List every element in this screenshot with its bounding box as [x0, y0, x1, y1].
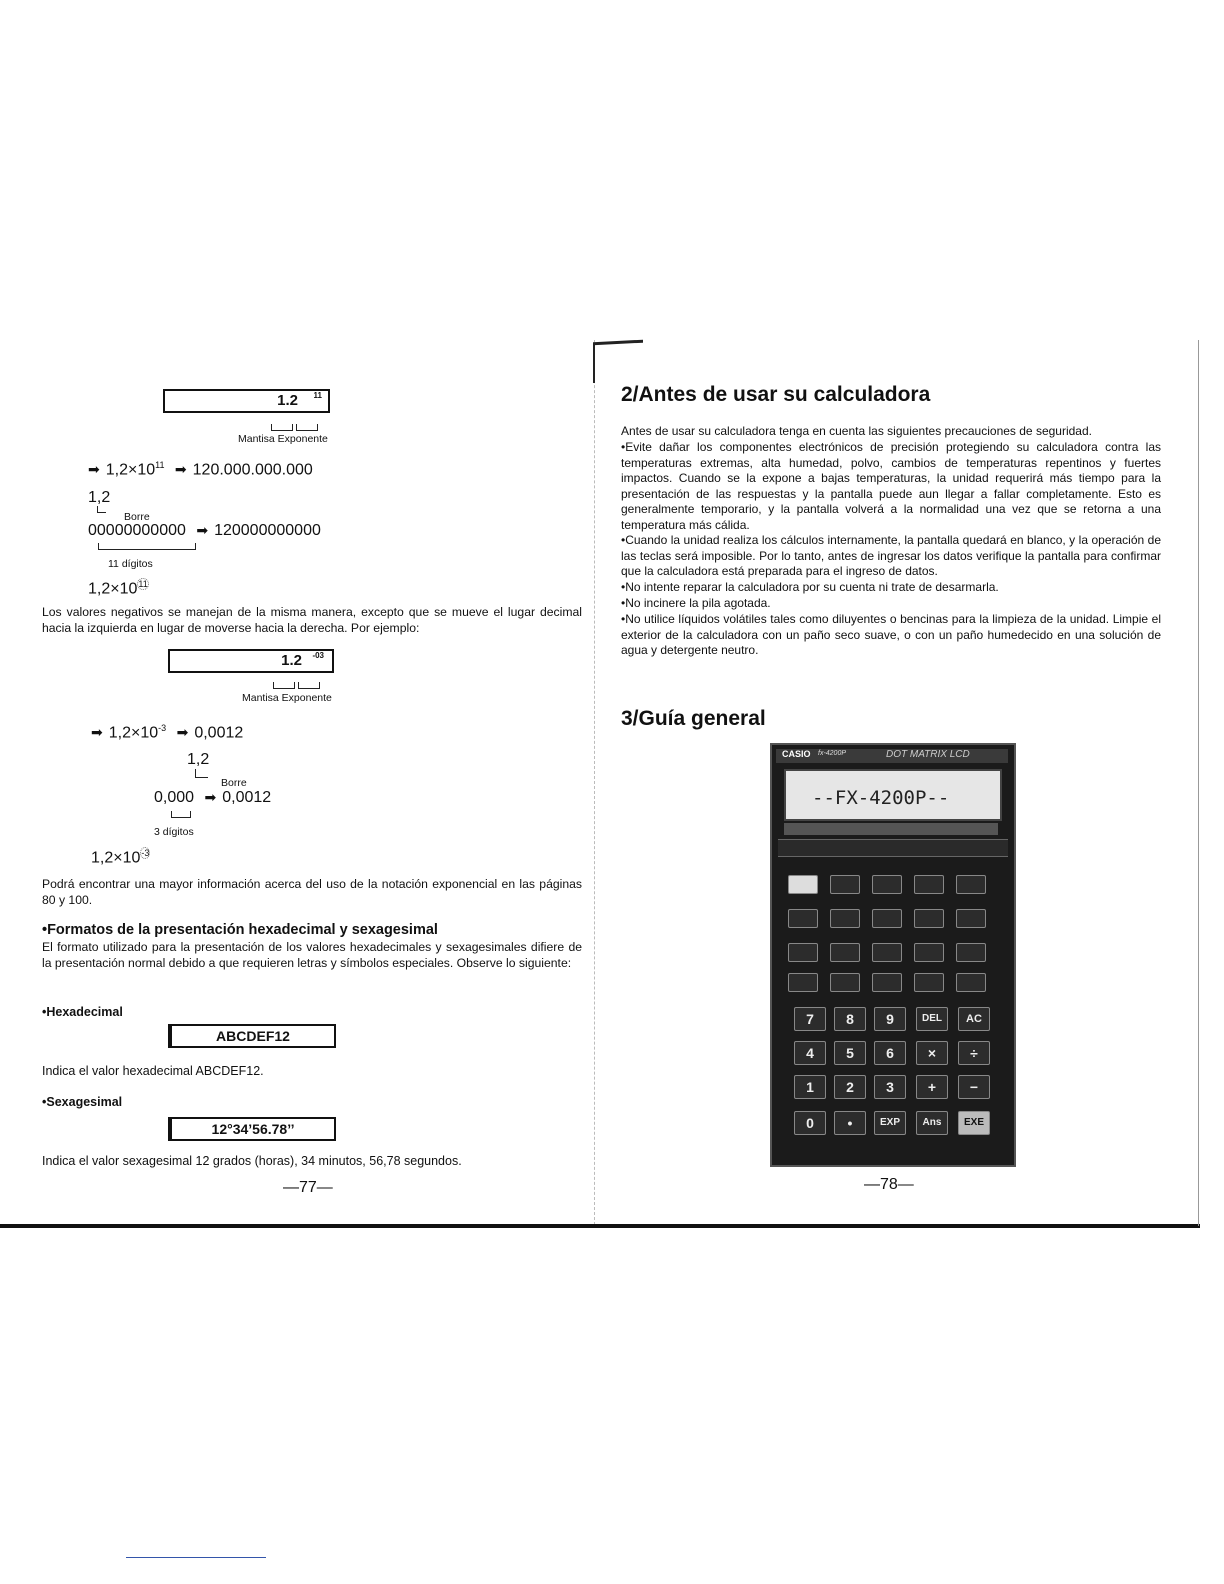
function-key[interactable] — [914, 943, 944, 962]
hex-label: •Hexadecimal — [42, 1005, 123, 1019]
page-number-78: —78— — [864, 1176, 914, 1193]
sexagesimal-display: 12°34’56.78’’ — [168, 1117, 336, 1141]
display-mantissa: 1.2 — [281, 652, 302, 669]
result-b: $1,2\times 10^{-3}$ — [91, 848, 150, 867]
display-exponent-negative — [168, 649, 334, 673]
exponent-bracket — [296, 424, 318, 431]
calculator-lcd — [784, 769, 1002, 821]
function-key[interactable] — [872, 875, 902, 894]
key-plus[interactable]: + — [916, 1075, 948, 1099]
function-key[interactable] — [914, 973, 944, 992]
digits11-label: 11 dígitos — [108, 558, 153, 570]
function-key[interactable] — [788, 973, 818, 992]
right-page-edge — [1198, 340, 1199, 1226]
negative-values-paragraph: Los valores negativos se manejan de la misma manera, excepto que se mueve el lugar decimal hacia la izquierda en lugar de moverse hacia la derecha. Por ejemplo: — [42, 605, 582, 635]
borre-label: Borre — [221, 777, 247, 789]
key-7[interactable]: 7 — [794, 1007, 826, 1031]
key-1[interactable]: 1 — [794, 1075, 826, 1099]
function-key[interactable] — [830, 943, 860, 962]
display-exponent-positive — [163, 389, 330, 413]
key-5[interactable]: 5 — [834, 1041, 866, 1065]
key-2[interactable]: 2 — [834, 1075, 866, 1099]
function-key[interactable] — [830, 973, 860, 992]
function-key[interactable] — [956, 973, 986, 992]
borre-label: Borre — [124, 511, 150, 523]
function-keys-area — [782, 865, 1004, 995]
conversion-line-1: ➡ $1,2\times 10^{11}$ ➡ 120.000.000.000 — [88, 460, 313, 479]
function-key[interactable] — [956, 875, 986, 894]
function-key[interactable] — [830, 875, 860, 894]
sexagesimal-label: •Sexagesimal — [42, 1095, 123, 1109]
more-info-paragraph: Podrá encontrar una mayor información acerca del uso de la notación exponencial en las páginas 80 y 100. — [42, 877, 582, 907]
safety-bullet-2: •Cuando la unidad realiza los cálculos internamente, la pantalla quedará en blanco, y la operación de las teclas será imposible. Por lo tanto, antes de ingresar los datos verifique la pantalla para confirmar que la calculadora está preparada para el ingreso de datos. — [621, 533, 1161, 579]
key-8[interactable]: 8 — [834, 1007, 866, 1031]
result-a: $1,2\times 10^{11}$ — [88, 579, 148, 598]
key-divide[interactable]: ÷ — [958, 1041, 990, 1065]
safety-intro: Antes de usar su calculadora tenga en cuenta las siguientes precauciones de seguridad. — [621, 424, 1092, 438]
key-del[interactable]: DEL — [916, 1007, 948, 1031]
key-6[interactable]: 6 — [874, 1041, 906, 1065]
safety-bullet-3: •No intente reparar la calculadora por su cuenta ni trate de desarmarla. — [621, 580, 999, 594]
borre-bracket — [195, 769, 208, 778]
safety-bullet-5: •No utilice líquidos volátiles tales como diluyentes o bencinas para la limpieza de la unidad. Limpie el exterior de la calculadora con un paño seco suave, o con un paño humedecido en una solución de agua y detergente neutro. — [621, 612, 1161, 658]
display-exponent: -03 — [312, 651, 324, 660]
function-key[interactable] — [872, 973, 902, 992]
key-3[interactable]: 3 — [874, 1075, 906, 1099]
key-exe[interactable]: EXE — [958, 1111, 990, 1135]
key-ans[interactable]: Ans — [916, 1111, 948, 1135]
section-paragraph: El formato utilizado para la presentación de los valores hexadecimales y sexagesimales difiere de la presentación normal debido a que requieren letras y símbolos especiales. Observe lo siguiente: — [42, 940, 582, 970]
bottom-link-line — [126, 1557, 266, 1558]
function-key[interactable] — [956, 943, 986, 962]
bottom-page-edge — [0, 1224, 1200, 1228]
display-exponent: 11 — [313, 391, 322, 400]
mantissa-exponent-label: Mantisa Exponente — [238, 433, 328, 445]
function-key[interactable] — [788, 875, 818, 894]
function-key[interactable] — [788, 943, 818, 962]
borre-bracket — [97, 506, 106, 513]
digits11-bracket — [98, 543, 196, 550]
key-exp[interactable]: EXP — [874, 1111, 906, 1135]
brand-label: CASIO — [782, 749, 811, 759]
key-ac[interactable]: AC — [958, 1007, 990, 1031]
zeros-line-2: 0,000 ➡ 0,0012 — [154, 789, 272, 806]
safety-bullet-1: •Evite dañar los componentes electrónicos de precisión protegiendo su calculadora contra las temperaturas extremas, alta humedad, polvo, cambios de temperaturas repentinos y fuertes impactos. Cuando se la expone a bajas temperaturas, la unidad requerirá más tiempo para la presentación de las respuestas y la pantalla puede aun llegar a fallar completamente. Esto es generalmente temporario, y la pantalla volverá a la normalidad una vez que se retorna a una temperatura más cálida. — [621, 440, 1161, 532]
display-mantissa: 1.2 — [277, 392, 298, 409]
digits3-label: 3 dígitos — [154, 826, 194, 838]
key-4[interactable]: 4 — [794, 1041, 826, 1065]
step-a: 1,2 — [88, 489, 111, 506]
spine-corner-mark — [593, 340, 643, 346]
function-key[interactable] — [914, 875, 944, 894]
section-title-general-guide: 3/Guía general — [621, 707, 766, 730]
page-spine — [594, 340, 596, 1225]
spine-corner-line — [593, 343, 595, 383]
function-key[interactable] — [956, 909, 986, 928]
key-decimal[interactable]: • — [834, 1111, 866, 1135]
key-9[interactable]: 9 — [874, 1007, 906, 1031]
mantissa-bracket — [273, 682, 295, 689]
banner-label: DOT MATRIX LCD — [886, 749, 970, 760]
calculator-brand-bar — [776, 749, 1008, 763]
function-key[interactable] — [914, 909, 944, 928]
function-key[interactable] — [872, 909, 902, 928]
key-0[interactable]: 0 — [794, 1111, 826, 1135]
page-number-77: —77— — [283, 1179, 333, 1196]
hex-display: ABCDEF12 — [168, 1024, 336, 1048]
step-b: 1,2 — [187, 751, 210, 768]
function-key[interactable] — [872, 943, 902, 962]
safety-bullet-4: •No incinere la pila agotada. — [621, 596, 771, 610]
digits3-bracket — [171, 811, 191, 818]
lcd-text: --FX-4200P-- — [812, 787, 950, 809]
zeros-line: 00000000000 ➡ 120000000000 — [88, 522, 321, 539]
calculator-mode-strip — [778, 839, 1008, 857]
function-key[interactable] — [830, 909, 860, 928]
section-title-hex-sex: •Formatos de la presentación hexadecimal y sexagesimal — [42, 922, 438, 938]
exponent-bracket — [298, 682, 320, 689]
function-key[interactable] — [788, 909, 818, 928]
calculator-image — [770, 743, 1016, 1167]
hex-description: Indica el valor hexadecimal ABCDEF12. — [42, 1064, 264, 1078]
calculator-info-strip — [784, 823, 998, 835]
mantissa-exponent-label: Mantisa Exponente — [242, 692, 332, 704]
key-minus[interactable]: − — [958, 1075, 990, 1099]
sexagesimal-description: Indica el valor sexagesimal 12 grados (horas), 34 minutos, 56,78 segundos. — [42, 1154, 462, 1168]
mantissa-bracket — [271, 424, 293, 431]
conversion-line-2: ➡ $1,2\times 10^{-3}$ ➡ 0,0012 — [91, 723, 244, 742]
key-multiply[interactable]: × — [916, 1041, 948, 1065]
section-title-before-use: 2/Antes de usar su calculadora — [621, 383, 931, 406]
model-label: fx-4200P — [818, 750, 847, 757]
